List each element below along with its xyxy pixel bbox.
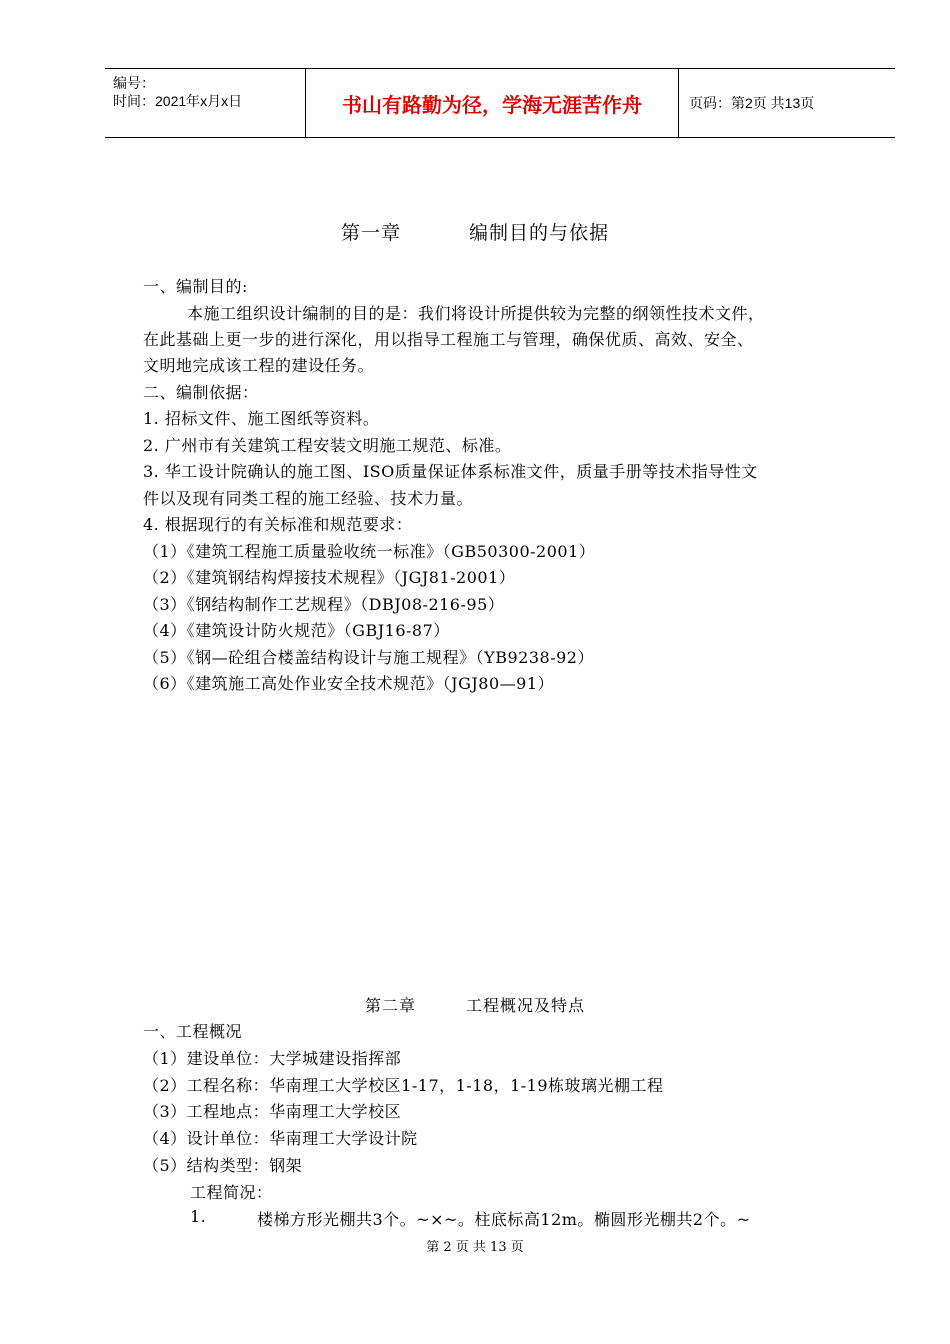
standard-item: （1）《建筑工程施工质量验收统一标准》（GB50300-2001）: [143, 542, 596, 561]
chapter2-heading: [0, 993, 950, 1016]
standard-item: （6）《建筑施工高处作业安全技术规范》（JGJ80—91）: [143, 674, 555, 693]
standard-item: （3）《钢结构制作工艺规程》（DBJ08-216-95）: [143, 595, 505, 614]
chapter2-number: 第二章: [364, 996, 416, 1015]
section-heading: 一、编制目的:: [143, 277, 248, 296]
list-item: （3）工程地点：华南理工大学校区: [143, 1102, 402, 1121]
header-left-cell: [105, 69, 306, 137]
section-heading: 一、工程概况: [143, 1022, 243, 1041]
header-table: [105, 68, 895, 138]
list-item: （2）工程名称：华南理工大学校区1-17，1-18，1-19栋玻璃光棚工程: [143, 1076, 664, 1095]
subheading: 工程简况：: [190, 1183, 273, 1202]
chapter1-number: 第一章: [340, 222, 401, 244]
chapter2-title: 工程概况及特点: [466, 996, 586, 1015]
number-label: 编号：: [113, 75, 155, 91]
list-item: 2. 广州市有关建筑工程安装文明施工规范、标准。: [143, 436, 512, 455]
time-label: 时间：2021年x月x日: [113, 93, 243, 109]
list-item: 1. 招标文件、施工图纸等资料。: [143, 409, 380, 428]
list-number: 1.: [190, 1207, 207, 1226]
paragraph-line: 文明地完成该工程的建设任务。: [143, 356, 375, 375]
list-item: （1）建设单位：大学城建设指挥部: [143, 1049, 402, 1068]
list-item: （4）设计单位：华南理工大学设计院: [143, 1129, 418, 1148]
standard-item: （2）《建筑钢结构焊接技术规程》（JGJ81-2001）: [143, 568, 516, 587]
section-heading: 二、编制依据：: [143, 383, 259, 402]
chapter1-heading: [0, 218, 950, 245]
list-item: 4. 根据现行的有关标准和规范要求：: [143, 515, 413, 534]
list-item: 楼梯方形光棚共3个。~×~。柱底标高12m。椭圆形光棚共2个。~: [257, 1210, 751, 1229]
list-item: 3. 华工设计院确认的施工图、ISO质量保证体系标准文件，质量手册等技术指导性文: [143, 462, 758, 481]
header-right-cell: [679, 69, 895, 137]
header-motto: 书山有路勤为径，学海无涯苦作舟: [306, 69, 679, 137]
list-item: （5）结构类型：钢架: [143, 1156, 303, 1175]
standard-item: （4）《建筑设计防火规范》（GBJ16-87）: [143, 621, 450, 640]
list-item: 件以及现有同类工程的施工经验、技术力量。: [143, 489, 474, 508]
page-code: 页码：第2页 共13页: [689, 95, 815, 111]
paragraph-line: 本施工组织设计编制的目的是：我们将设计所提供较为完整的纲领性技术文件，: [187, 304, 765, 323]
page-footer: 第 2 页 共 13 页: [426, 1240, 524, 1255]
chapter1-title: 编制目的与依据: [469, 222, 610, 244]
paragraph-line: 在此基础上更一步的进行深化，用以指导工程施工与管理，确保优质、高效、安全、: [143, 330, 754, 349]
standard-item: （5）《钢—砼组合楼盖结构设计与施工规程》（YB9238-92）: [143, 648, 594, 667]
